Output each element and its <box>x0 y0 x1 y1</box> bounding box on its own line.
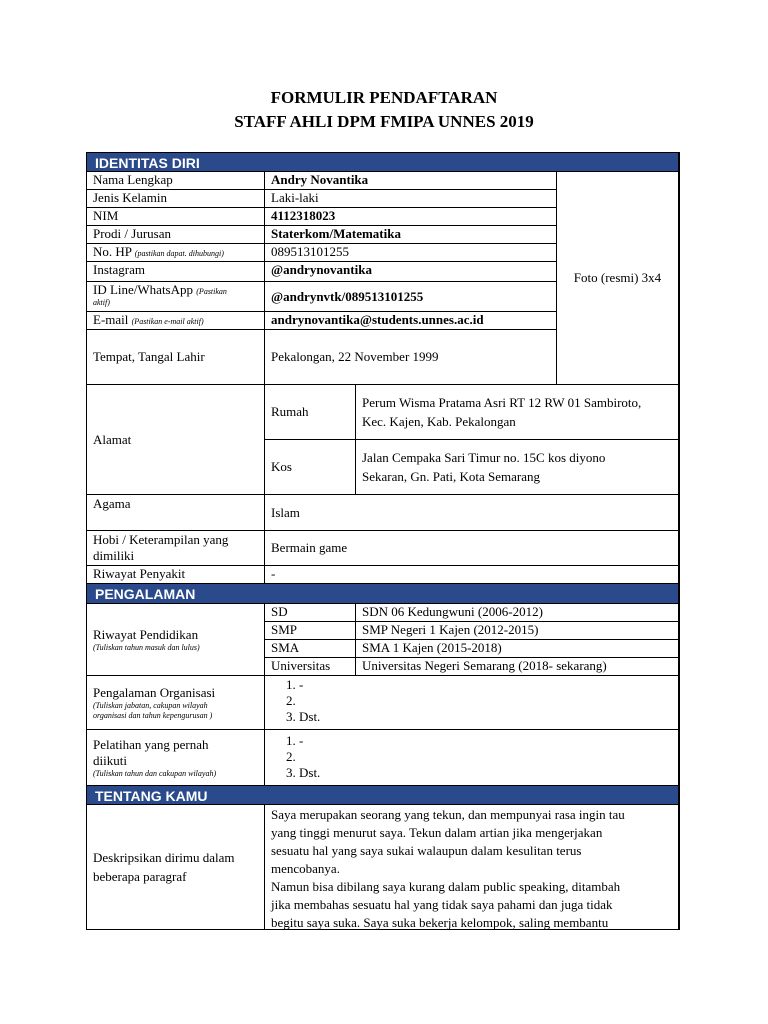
email-note: (Pastikan e-mail aktif) <box>131 317 204 326</box>
ttl-label <box>87 330 265 385</box>
jenis-kelamin-label: Jenis Kelamin <box>87 190 265 208</box>
agama-field[interactable] <box>265 495 679 531</box>
pendidikan-level: Universitas <box>265 658 356 676</box>
hobi-label-line-2: dimiliki <box>93 548 135 563</box>
pendidikan-level: SD <box>265 604 356 622</box>
email-label <box>87 312 265 330</box>
agama-label: Agama <box>87 495 265 531</box>
kos-line-2: Sekaran, Gn. Pati, Kota Semarang <box>362 469 540 484</box>
deskripsi-field[interactable] <box>265 805 679 929</box>
kos-line-1: Jalan Cempaka Sari Timur no. 15C kos diyono <box>362 450 606 465</box>
ttl-label-text: Tempat, Tangal Lahir <box>93 349 205 364</box>
email-label-text: E-mail <box>93 312 129 327</box>
pelatihan-label-line-2: diikuti <box>93 752 127 768</box>
deskripsi-line: sesuatu hal yang saya sukai walaupun dalam kesulitan terus <box>271 843 582 858</box>
hp-label-text: No. HP <box>93 244 132 259</box>
organisasi-label <box>87 676 265 730</box>
line-label-text: ID Line/WhatsApp <box>93 282 194 297</box>
deskripsi-line: mencobanya. <box>271 861 340 876</box>
instagram-label: Instagram <box>87 262 265 282</box>
hobi-label-line-1: Hobi / Keterampilan yang <box>93 532 229 547</box>
list-item: 3. Dst. <box>299 709 672 725</box>
registration-form <box>86 152 680 930</box>
deskripsi-label <box>87 805 265 929</box>
organisasi-note-2: organisasi dan tahun kepengurusan ) <box>93 710 213 720</box>
nama-field[interactable]: Andry Novantika <box>265 172 557 190</box>
pelatihan-label-line-1: Pelatihan yang pernah <box>93 736 209 752</box>
pendidikan-school-field[interactable]: SDN 06 Kedungwuni (2006-2012) <box>356 604 679 622</box>
pelatihan-label <box>87 730 265 786</box>
organisasi-note-1: (Tuliskan jabatan, cakupan wilayah <box>93 700 208 710</box>
deskripsi-line: begitu saya suka. Saya suka bekerja kelompok, saling membantu <box>271 915 609 929</box>
form-subtitle: STAFF AHLI DPM FMIPA UNNES 2019 <box>234 112 534 131</box>
hp-label <box>87 244 265 262</box>
pendidikan-label <box>87 604 265 676</box>
pendidikan-note: (Tuliskan tahun masuk dan lulus) <box>93 642 200 652</box>
rumah-label <box>265 385 356 440</box>
pelatihan-field[interactable] <box>265 730 679 786</box>
pendidikan-level: SMA <box>265 640 356 658</box>
prodi-label: Prodi / Jurusan <box>87 226 265 244</box>
hobi-field[interactable] <box>265 531 679 566</box>
hp-field[interactable]: 089513101255 <box>265 244 557 262</box>
kos-label-text: Kos <box>271 459 292 474</box>
list-item: 1. - <box>299 677 672 693</box>
pendidikan-level: SMP <box>265 622 356 640</box>
list-item: 3. Dst. <box>299 765 672 781</box>
prodi-field[interactable]: Staterkom/Matematika <box>265 226 557 244</box>
nim-label: NIM <box>87 208 265 226</box>
form-title: FORMULIR PENDAFTARAN <box>270 88 498 107</box>
line-field[interactable] <box>265 282 557 312</box>
list-item: 1. - <box>299 733 672 749</box>
photo-box[interactable] <box>557 172 679 385</box>
penyakit-field[interactable]: - <box>265 566 679 584</box>
jenis-kelamin-field[interactable]: Laki-laki <box>265 190 557 208</box>
line-note-2: aktif) <box>93 298 110 307</box>
deskripsi-line: jika membahas sesuatu hal yang tidak saya pahami dan juga tidak <box>271 897 613 912</box>
section-header-pengalaman: PENGALAMAN <box>87 584 679 604</box>
section-header-identitas: IDENTITAS DIRI <box>87 153 679 172</box>
deskripsi-line: Saya merupakan seorang yang tekun, dan mempunyai rasa ingin tau <box>271 807 625 822</box>
alamat-label <box>87 385 265 495</box>
email-field[interactable]: andrynovantika@students.unnes.ac.id <box>265 312 557 330</box>
hp-note: (pastikan dapat. dihubungi) <box>134 249 224 258</box>
nama-label: Nama Lengkap <box>87 172 265 190</box>
deskripsi-label-line-2: beberapa paragraf <box>93 869 187 884</box>
organisasi-label-text: Pengalaman Organisasi <box>93 684 216 700</box>
pendidikan-label-text: Riwayat Pendidikan <box>93 626 199 642</box>
pendidikan-school-field[interactable]: Universitas Negeri Semarang (2018- sekarang) <box>356 658 679 676</box>
penyakit-label: Riwayat Penyakit <box>87 566 265 584</box>
pendidikan-school-field[interactable]: SMA 1 Kajen (2015-2018) <box>356 640 679 658</box>
line-note: (Pastikan <box>196 287 227 296</box>
pendidikan-school-field[interactable]: SMP Negeri 1 Kajen (2012-2015) <box>356 622 679 640</box>
instagram-field[interactable]: @andrynovantika <box>265 262 557 282</box>
photo-placeholder: Foto (resmi) 3x4 <box>573 270 662 285</box>
ttl-value: Pekalongan, 22 November 1999 <box>271 349 439 364</box>
pelatihan-note: (Tuliskan tahun dan cakupan wilayah) <box>93 768 217 778</box>
agama-value: Islam <box>271 504 300 520</box>
alamat-label-text: Alamat <box>93 431 132 447</box>
deskripsi-line: Namun bisa dibilang saya kurang dalam public speaking, ditambah <box>271 879 621 894</box>
kos-label <box>265 440 356 495</box>
hobi-value: Bermain game <box>271 540 348 555</box>
deskripsi-line: yang tinggi menurut saya. Tekun dalam artian jika mengerjakan <box>271 825 603 840</box>
hobi-label <box>87 531 265 566</box>
kos-field[interactable] <box>356 440 679 495</box>
rumah-field[interactable] <box>356 385 679 440</box>
rumah-line-2: Kec. Kajen, Kab. Pekalongan <box>362 414 516 429</box>
deskripsi-label-line-1: Deskripsikan dirimu dalam <box>93 850 235 865</box>
nim-field[interactable]: 4112318023 <box>265 208 557 226</box>
ttl-field[interactable] <box>265 330 557 385</box>
list-item <box>299 693 672 709</box>
line-value: @andrynvtk/089513101255 <box>271 288 424 304</box>
pelatihan-list <box>271 733 672 781</box>
line-label <box>87 282 265 312</box>
section-header-tentang: TENTANG KAMU <box>87 786 679 805</box>
rumah-label-text: Rumah <box>271 404 309 419</box>
organisasi-list <box>271 677 672 725</box>
organisasi-field[interactable] <box>265 676 679 730</box>
rumah-line-1: Perum Wisma Pratama Asri RT 12 RW 01 Sambiroto, <box>362 395 642 410</box>
list-item <box>299 749 672 765</box>
